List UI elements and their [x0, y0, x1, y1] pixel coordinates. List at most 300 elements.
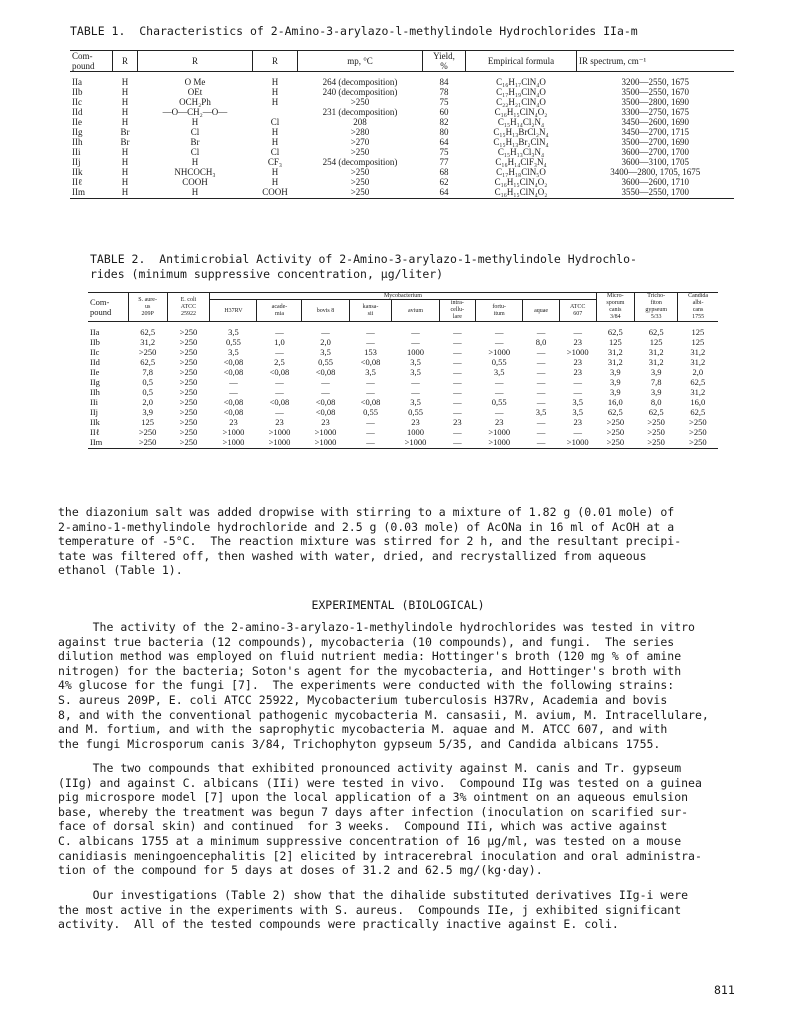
- table2-cell: —: [494, 407, 504, 417]
- table1-cell: H: [191, 157, 199, 167]
- table2-cell: 0,55: [226, 337, 241, 347]
- table2-cell: —: [275, 377, 284, 387]
- table2-cell: —: [229, 377, 238, 387]
- table1-cell: C₁₅H₁₃Br₂ClN₄: [493, 137, 549, 147]
- table2-cell: 3,5: [365, 367, 376, 377]
- table1-cell: 75: [439, 97, 449, 107]
- table2-row: [88, 417, 718, 427]
- table2-header: kansa- sii: [349, 300, 392, 322]
- table2-cell: —: [453, 387, 462, 397]
- table2-cell: >250: [179, 357, 198, 367]
- table2-cell: —: [321, 377, 330, 387]
- table2-cell: —: [275, 347, 284, 357]
- table1-cell: IIj: [72, 157, 81, 167]
- table2-cell: —: [523, 437, 560, 449]
- table2-cell: 3,5: [410, 357, 421, 367]
- table1-cell: 3500—2700, 1690: [621, 137, 689, 147]
- table1-cell: 3450—2600, 1690: [621, 117, 689, 127]
- table2-cell: 3,5: [320, 347, 331, 357]
- table1-cell: H: [121, 167, 129, 177]
- table1-cell: C₁₇H₁₉ClN₄O: [496, 87, 546, 97]
- table1-cell: 3600—2600, 1710: [621, 177, 689, 187]
- table1-cell: 3500—2800, 1690: [621, 97, 689, 107]
- table2-cell: —: [411, 337, 420, 347]
- table2-cell: IIg: [90, 377, 100, 387]
- table2-cell: —: [536, 347, 546, 357]
- table2-cell: >1000: [302, 437, 349, 449]
- table2-cell: <0,08: [269, 397, 290, 407]
- table2-cell: 16,0: [607, 397, 623, 407]
- table2-header: Micro- sporum canis 3/84: [596, 293, 635, 322]
- table1-cell: C₂₂H₂₁ClN₄O: [496, 97, 546, 107]
- table2-cell: —: [229, 387, 238, 397]
- table1-cell: Br: [120, 137, 130, 147]
- table1-header: R: [113, 51, 138, 72]
- table2-cell: >250: [179, 397, 198, 407]
- table2-cell: 23: [321, 417, 330, 427]
- table1-cell: IIe: [72, 117, 82, 127]
- table2-cell: 31,2: [690, 357, 706, 367]
- table1-cell: IId: [72, 107, 83, 117]
- table2-cell: 0,55: [491, 397, 507, 407]
- table2-cell: 3,9: [142, 407, 153, 417]
- table1-cell: COOH: [253, 187, 298, 199]
- table2-cell: IIi: [90, 397, 99, 407]
- table1-cell: 77: [439, 157, 449, 167]
- table2-cell: 1,0: [274, 337, 285, 347]
- table2-cell: 125: [691, 327, 705, 337]
- table1-cell: C₁₆H₁₅ClN₄O₂: [494, 177, 548, 187]
- table1-cell: IIm: [70, 187, 113, 199]
- table2-group-header: Mycobacterium: [210, 293, 596, 300]
- table2-cell: 7,8: [142, 367, 153, 377]
- table2-cell: —: [321, 387, 330, 397]
- table1-cell: >250: [350, 177, 370, 187]
- table1-header: R: [138, 51, 253, 72]
- table2-cell: 62,5: [690, 407, 706, 417]
- table1-cell: IIg: [72, 127, 83, 137]
- table1-cell: IIh: [72, 137, 83, 147]
- table2-cell: <0,08: [269, 367, 290, 377]
- table1-cell: OCH₂Ph: [179, 97, 211, 107]
- table2-cell: >1000: [566, 347, 589, 357]
- table2-cell: 3,5: [410, 367, 421, 377]
- table1-cell: 254 (decomposition): [322, 157, 398, 167]
- table1-cell: C₁₅H₁₃BrCl₂N₄: [493, 127, 549, 137]
- table1-cell: NHCOCH₃: [174, 167, 216, 177]
- table1-row: [70, 127, 734, 137]
- table1-cell: Cl: [270, 117, 280, 127]
- table1-cell: >250: [298, 187, 423, 199]
- table2-cell: 62,5: [140, 327, 156, 337]
- table1-cell: H: [113, 187, 138, 199]
- table2-cell: >1000: [559, 437, 596, 449]
- table1-cell: 3600—3100, 1705: [621, 157, 689, 167]
- table1-cell: H: [121, 97, 129, 107]
- table1-cell: 264 (decomposition): [322, 77, 398, 87]
- table2-cell: 0,55: [363, 407, 378, 417]
- table2-cell: >1000: [257, 437, 302, 449]
- table1-cell: >250: [350, 167, 370, 177]
- table2-cell: 23: [573, 337, 582, 347]
- table2-cell: —: [453, 427, 462, 437]
- table2-cell: —: [536, 327, 546, 337]
- table1-cell: COOH: [182, 177, 208, 187]
- section-heading: EXPERIMENTAL (BIOLOGICAL): [311, 598, 485, 612]
- table2-cell: 125: [691, 337, 705, 347]
- table2-cell: —: [366, 387, 375, 397]
- table2-cell: —: [366, 427, 375, 437]
- table2-header: ATCC 607: [559, 300, 596, 322]
- table2-cell: 8,0: [535, 337, 547, 347]
- table1-cell: 64: [423, 187, 466, 199]
- table2-cell: >250: [606, 427, 625, 437]
- table1-cell: IIℓ: [72, 177, 83, 187]
- table2-cell: 23: [573, 367, 582, 377]
- table2-cell: —: [453, 327, 462, 337]
- table2-header: Tricho- fiton gypseum 5/33: [635, 293, 678, 322]
- table1-cell: H: [271, 97, 279, 107]
- table2-row: [88, 337, 718, 347]
- table2-cell: —: [494, 387, 504, 397]
- table2-cell: 3,5: [410, 397, 421, 407]
- table2-cell: —: [573, 387, 582, 397]
- table1-cell: C₁₆H₁₄ClF₃N₄: [495, 157, 547, 167]
- table2-cell: 62,5: [607, 327, 623, 337]
- table1-cell: >270: [350, 137, 370, 147]
- table2-cell: 31,2: [140, 337, 156, 347]
- table2-cell: —: [366, 377, 375, 387]
- table1-row: [70, 72, 734, 88]
- table2-cell: —: [573, 377, 582, 387]
- table2-cell: >1000: [268, 427, 291, 437]
- table2-cell: >250: [138, 427, 157, 437]
- table2-cell: >250: [647, 417, 665, 427]
- table2-header: H37RV: [210, 300, 257, 322]
- table1-caption: TABLE 1. Characteristics of 2-Amino-3-arylazo-l-methylindole Hydrochlorides IIa-m: [70, 24, 638, 38]
- table2-cell: IIk: [90, 417, 100, 427]
- table1-cell: H: [271, 87, 279, 97]
- table2-cell: —: [494, 327, 504, 337]
- table2-row: [88, 357, 718, 367]
- table2-cell: >1000: [488, 427, 511, 437]
- table2-cell: >1000: [314, 427, 337, 437]
- table2-cell: 125: [141, 417, 155, 427]
- table1-cell: H: [271, 127, 279, 137]
- table2-cell: —: [494, 337, 504, 347]
- table1-cell: 3600—2700, 1700: [621, 147, 689, 157]
- table2-cell: 31,2: [690, 387, 706, 397]
- table1-cell: >250: [350, 97, 370, 107]
- table2-cell: —: [411, 377, 420, 387]
- table1-row: [70, 157, 734, 167]
- paragraph-results: Our investigations (Table 2) show that the dihalide substituted derivatives IIg-i were the most active in the experiments with S. aureus. Compounds IIe, j exhibited significant activity. All of the tested compounds were practically inactive against E. coli.: [58, 888, 689, 932]
- table1-cell: H: [121, 87, 129, 97]
- table1-cell: H: [271, 137, 279, 147]
- table2-header: Candida albi- cans 1755: [678, 293, 718, 322]
- table2-cell: —: [573, 427, 582, 437]
- table2-cell: IIb: [90, 337, 100, 347]
- table2-cell: 3,5: [493, 367, 505, 377]
- table1-cell: H: [121, 107, 129, 117]
- table2-cell: >250: [635, 437, 678, 449]
- table1-cell: H: [121, 177, 129, 187]
- table2-cell: —: [275, 407, 284, 417]
- table2-cell: 23: [275, 417, 284, 427]
- table2-cell: —: [453, 337, 462, 347]
- table1-cell: H: [121, 147, 129, 157]
- table2-cell: —: [411, 327, 420, 337]
- table2-cell: 3,5: [535, 407, 547, 417]
- table2-cell: 62,5: [648, 327, 664, 337]
- table2-cell: 8,0: [650, 397, 662, 407]
- table2-cell: 3,9: [650, 367, 662, 377]
- table1-cell: O Me: [184, 77, 206, 87]
- table2-cell: 0,5: [142, 387, 153, 397]
- table1-cell: H: [121, 117, 129, 127]
- table1-cell: IIc: [72, 97, 82, 107]
- table2-cell: —: [366, 337, 375, 347]
- table2-row: [88, 407, 718, 417]
- table2-cell: —: [453, 397, 462, 407]
- table2-cell: —: [366, 327, 375, 337]
- table2-cell: 3,9: [610, 367, 621, 377]
- table2-cell: —: [453, 367, 462, 377]
- table2-cell: 0,55: [318, 357, 333, 367]
- table2-body: [88, 322, 718, 449]
- table2-cell: 2,5: [274, 357, 285, 367]
- table2-cell: 62,5: [690, 377, 706, 387]
- table2-header: aquae: [523, 300, 560, 322]
- table1-cell: 60: [439, 107, 449, 117]
- table2-cell: 1000: [407, 347, 424, 357]
- table2-cell: 125: [649, 337, 663, 347]
- table1-cell: H: [121, 77, 129, 87]
- table2-header: fortu- itum: [476, 300, 523, 322]
- table2-cell: >1000: [488, 347, 511, 357]
- table1-cell: 3500—2550, 1670: [621, 87, 689, 97]
- table2-cell: IIm: [88, 437, 128, 449]
- table2-cell: <0,08: [360, 397, 381, 407]
- table1-cell: C₁₆H₁₅ClN₄O₂: [494, 107, 548, 117]
- table2-cell: >1000: [222, 427, 245, 437]
- table1-cell: H: [271, 167, 279, 177]
- table1-cell: C₁₆H₁₅ClN₄O₂: [466, 187, 577, 199]
- table1-header: mp, °C: [298, 51, 423, 72]
- table1-row: [70, 137, 734, 147]
- table2-cell: >250: [179, 407, 198, 417]
- table1: [70, 50, 734, 199]
- table2-header: intra- cellu- lare: [439, 300, 476, 322]
- table2-cell: 62,5: [607, 407, 623, 417]
- table1-cell: 3550—2550, 1700: [577, 187, 735, 199]
- table2-cell: >250: [689, 417, 707, 427]
- table2-cell: —: [411, 387, 420, 397]
- table1-cell: H: [191, 117, 199, 127]
- table2-cell: >250: [167, 437, 210, 449]
- table1-header: Empirical formula: [466, 51, 577, 72]
- table1-cell: [253, 107, 298, 117]
- table2-cell: 23: [453, 417, 462, 427]
- table1-cell: 240 (decomposition): [322, 87, 398, 97]
- page-number: 811: [714, 983, 735, 997]
- table2-row: [88, 387, 718, 397]
- table2-cell: 23: [573, 357, 582, 367]
- table2-cell: —: [536, 387, 546, 397]
- table2-cell: 7,8: [650, 377, 662, 387]
- table2-cell: <0,08: [223, 407, 244, 417]
- table1-cell: H: [271, 177, 279, 187]
- table2-cell: >250: [606, 417, 625, 427]
- table2-cell: —: [494, 377, 504, 387]
- table1-header: Com- pound: [70, 51, 113, 72]
- table2-row: [88, 427, 718, 437]
- table2-cell: 3,5: [572, 397, 583, 407]
- table1-row: [70, 187, 734, 199]
- table1-row: [70, 167, 734, 177]
- table1-cell: CF₃: [267, 157, 283, 167]
- table1-cell: Cl: [190, 147, 200, 157]
- table2-cell: 2,0: [142, 397, 153, 407]
- table1-cell: 78: [439, 87, 449, 97]
- table2-cell: 23: [229, 417, 238, 427]
- table2-header: Com- pound: [88, 293, 128, 322]
- table2-cell: 31,2: [690, 347, 706, 357]
- table2-cell: >250: [138, 347, 157, 357]
- table1-cell: Cl: [190, 127, 200, 137]
- table2-header: bovis 8: [302, 300, 349, 322]
- table2-cell: IIℓ: [90, 427, 100, 437]
- table2-cell: —: [321, 327, 330, 337]
- table2-cell: <0,08: [223, 367, 244, 377]
- table2-cell: 153: [364, 347, 377, 357]
- table2-cell: >250: [179, 377, 198, 387]
- table1-row: [70, 107, 734, 117]
- table2-cell: —: [536, 367, 546, 377]
- table1-cell: 82: [439, 117, 449, 127]
- table2-cell: 62,5: [140, 357, 156, 367]
- table2-header: S. aure- us 209P: [128, 293, 167, 322]
- table2-cell: —: [536, 377, 546, 387]
- table2-cell: 31,2: [648, 347, 664, 357]
- table1-cell: H: [138, 187, 253, 199]
- table1-row: [70, 147, 734, 157]
- table2-cell: >250: [678, 437, 718, 449]
- table2-cell: IIh: [90, 387, 100, 397]
- table1-cell: C₁₅H₁₃Cl₃N₄: [497, 147, 545, 157]
- table2-cell: 3,5: [228, 327, 239, 337]
- table1-row: [70, 117, 734, 127]
- table1-header: IR spectrum, cm⁻¹: [577, 51, 735, 72]
- table2-header: avium: [392, 300, 439, 322]
- table2-cell: 2,0: [320, 337, 331, 347]
- paragraph-methods: The activity of the 2-amino-3-arylazo-1-methylindole hydrochlorides was tested in vitro against true bacteria (12 compounds), mycobacteria (10 compounds), and fungi. The series dilution method was employed on fluid nutrient media: Hottinger's broth (120 mg % of amine nitrogen) for the bacteria; Soton's agent for the mycobacteria, and Hottinger's broth with 4% glucose for the fungi [7]. The experiments were conducted with the following strains: S. aureus 209P, E. coli ATCC 25922, Mycobacterium tuberculosis H37Rv, Academia and bovis 8, and with the conventional pathogenic mycobacteria M. cansasii, M. avium, M. Intracellulare, and M. fortium, and with the saprophytic mycobacteria M. aquae and M. ATCC 607, and with the fungi Microsporum canis 3/84, Trichophyton gypseum 5/35, and Candida albicans 1755.: [58, 620, 709, 751]
- table2-cell: >250: [179, 347, 198, 357]
- table2-row: [88, 367, 718, 377]
- table2-cell: <0,08: [223, 397, 244, 407]
- table2-cell: 23: [411, 417, 420, 427]
- table1-cell: 80: [439, 127, 449, 137]
- paragraph-in-vivo: The two compounds that exhibited pronounced activity against M. canis and Tr. gypseum (IIg) and against C. albicans (IIi) were tested in vivo. Compound IIg was tested on a guinea pig microspore model [7] upon the local application of a 3% ointment on an aqueous emulsion base, whereby the treatment was begun 7 days after infection (inoculation on scarified sur- face of dorsal skin) and continued for 3 weeks. Compound IIi, which was active against C. albicans 1755 at a minimum suppressive concentration of 16 µg/ml, was tested on a mouse canidiasis meningoencephalitis [2] elicited by intracerebral inoculation and oral administra- tion of the compound for 5 days at doses of 31.2 and 62.5 mg/(kg·day).: [58, 761, 702, 878]
- table1-header: Yield, %: [423, 51, 466, 72]
- table1-cell: OEt: [187, 87, 203, 97]
- table2-cell: >250: [179, 367, 198, 377]
- table1-cell: 3300—2750, 1675: [621, 107, 689, 117]
- table2-cell: <0,08: [315, 407, 336, 417]
- table2-cell: >1000: [210, 437, 257, 449]
- table2-cell: —: [275, 327, 284, 337]
- table1-row: [70, 87, 734, 97]
- table1-cell: 75: [439, 147, 449, 157]
- paragraph-synthesis: the diazonium salt was added dropwise with stirring to a mixture of 1.82 g (0.01 mole) of 2-amino-1-methylindole hydrochloride and 2.5 g (0.03 mole) of AcONa in 16 ml of AcOH at a temperature of -5°C. The reaction mixture was stirred for 2 h, and the resultant precipi- tate was filtered off, then washed with water, dried, and recrystallized from aqueous ethanol (Table 1).: [58, 505, 682, 578]
- table2-cell: 23: [573, 417, 582, 427]
- table2-cell: >250: [179, 427, 198, 437]
- table1-cell: 64: [439, 137, 449, 147]
- table2-cell: —: [366, 417, 375, 427]
- table2-cell: >250: [179, 327, 198, 337]
- table2-cell: 16,0: [690, 397, 706, 407]
- table1-row: [70, 97, 734, 107]
- table2-cell: —: [439, 437, 476, 449]
- table1-cell: C₁₇H₁₈ClN₅O: [496, 167, 546, 177]
- table2-cell: >1000: [476, 437, 523, 449]
- table2-cell: —: [453, 407, 462, 417]
- table2-header: acade- mia: [257, 300, 302, 322]
- table2-cell: IIe: [90, 367, 100, 377]
- table1-cell: Cl: [270, 147, 280, 157]
- table2-cell: —: [536, 397, 546, 407]
- table2-cell: 0,5: [142, 377, 153, 387]
- table2-cell: >250: [689, 427, 707, 437]
- table2-cell: 31,2: [607, 347, 623, 357]
- table2-cell: >250: [179, 387, 198, 397]
- table2-cell: 3,9: [610, 377, 621, 387]
- table2-cell: <0,08: [315, 397, 336, 407]
- table2-cell: —: [536, 417, 546, 427]
- table1-cell: IIb: [72, 87, 83, 97]
- table1-cell: IIi: [72, 147, 81, 157]
- table2-cell: <0,08: [315, 367, 336, 377]
- table1-cell: 84: [439, 77, 449, 87]
- table2-cell: 3,5: [228, 347, 239, 357]
- table1-cell: 231 (decomposition): [322, 107, 398, 117]
- table2-cell: >250: [596, 437, 635, 449]
- table2-cell: >1000: [392, 437, 439, 449]
- table2-row: [88, 437, 718, 449]
- table2-cell: 62,5: [648, 407, 664, 417]
- table2-row: [88, 347, 718, 357]
- table2-cell: 3,9: [610, 387, 621, 397]
- table1-cell: 3400—2800, 1705, 1675: [610, 167, 701, 177]
- table1-cell: H: [121, 157, 129, 167]
- table2-cell: 0,55: [408, 407, 423, 417]
- table2-cell: —: [275, 387, 284, 397]
- table1-cell: 62: [439, 177, 449, 187]
- table2-cell: >250: [647, 427, 665, 437]
- table2-caption: TABLE 2. Antimicrobial Activity of 2-Amino-3-arylazo-1-methylindole Hydrochlo- rides (minimum suppressive concentration, µg/liter): [90, 252, 637, 281]
- table1-header: R: [253, 51, 298, 72]
- table1-cell: Br: [190, 137, 200, 147]
- table1-cell: >250: [350, 147, 370, 157]
- table1-cell: H: [271, 77, 279, 87]
- table1-cell: C₁₆H₁₇ClN₄O: [496, 77, 546, 87]
- table1-cell: 208: [353, 117, 367, 127]
- table2-cell: 3,5: [572, 407, 583, 417]
- table2-cell: <0,08: [223, 357, 244, 367]
- table1-cell: 68: [439, 167, 449, 177]
- table2-cell: —: [573, 327, 582, 337]
- table2-cell: 3,9: [650, 387, 662, 397]
